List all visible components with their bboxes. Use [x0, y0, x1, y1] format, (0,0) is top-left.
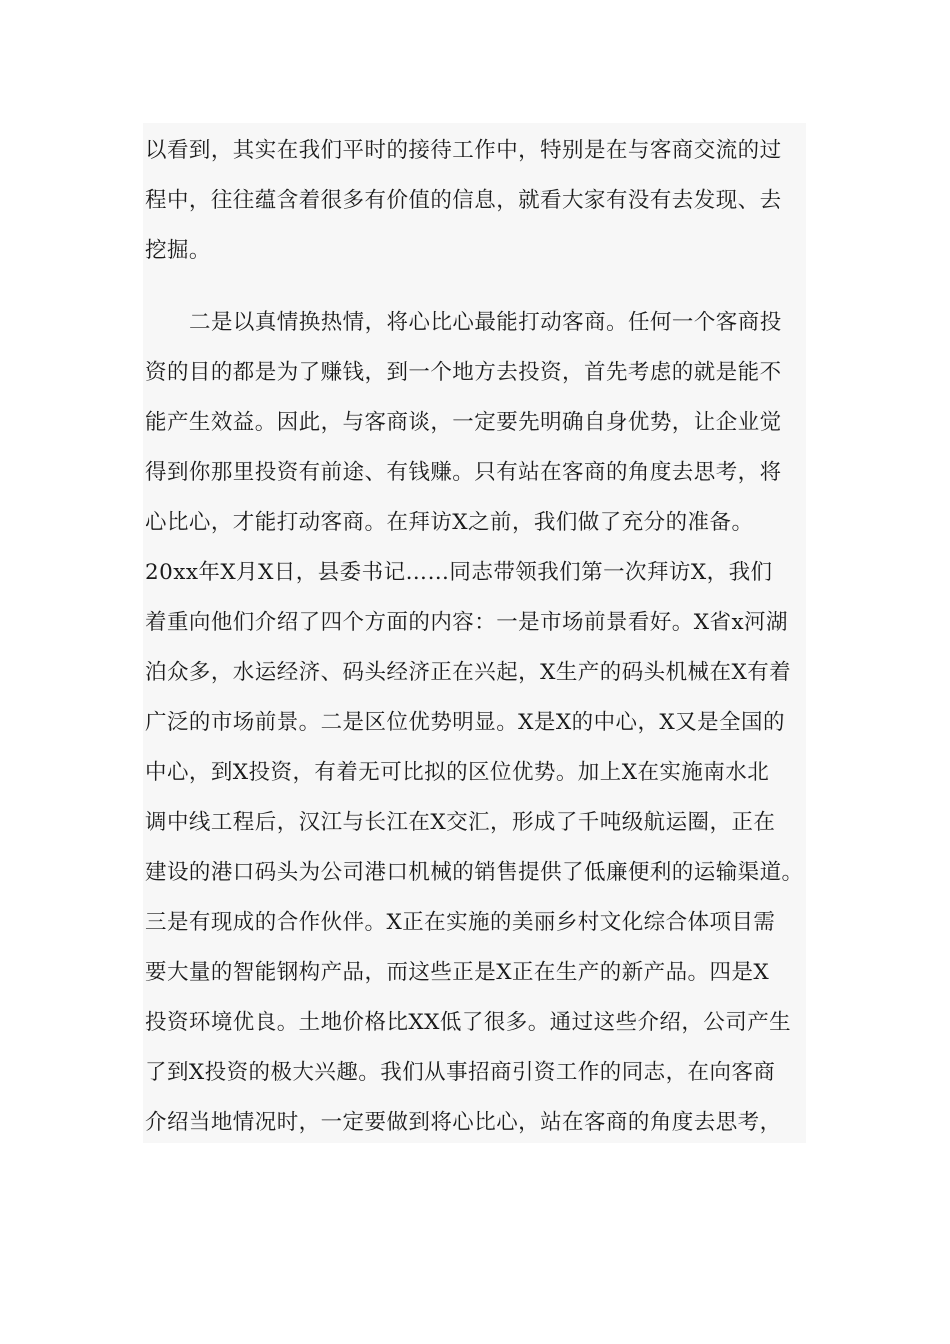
text-line: 广泛的市场前景。二是区位优势明显。X是X的中心，X又是全国的	[145, 710, 785, 735]
text-line: 建设的港口码头为公司港口机械的销售提供了低廉便利的运输渠道。	[145, 860, 804, 885]
text-line: 调中线工程后，汉江与长江在X交汇，形成了千吨级航运圈，正在	[145, 810, 776, 835]
text-line: 泊众多，水运经济、码头经济正在兴起，X生产的码头机械在X有着	[145, 660, 792, 685]
text-line: 三是有现成的合作伙伴。X正在实施的美丽乡村文化综合体项目需	[145, 910, 776, 935]
text-line: 能产生效益。因此，与客商谈，一定要先明确自身优势，让企业觉	[145, 410, 782, 435]
text-line: 得到你那里投资有前途、有钱赚。只有站在客商的角度去思考，将	[145, 460, 782, 485]
text-line: 要大量的智能钢构产品，而这些正是X正在生产的新产品。四是X	[145, 960, 770, 985]
text-line: 资的目的都是为了赚钱，到一个地方去投资，首先考虑的就是能不	[145, 360, 782, 385]
paragraph-2	[145, 298, 813, 1148]
text-line: 程中，往往蕴含着很多有价值的信息，就看大家有没有去发现、去	[145, 188, 782, 213]
text-line: 投资环境优良。土地价格比XX低了很多。通过这些介绍，公司产生	[145, 1010, 792, 1035]
paragraph-1	[145, 126, 813, 276]
text-line: 介绍当地情况时，一定要做到将心比心，站在客商的角度去思考，	[145, 1110, 782, 1135]
text-line: 中心，到X投资，有着无可比拟的区位优势。加上X在实施南水北	[145, 760, 770, 785]
text-line: 20xx年X月X日，县委书记……同志带领我们第一次拜访X，我们	[145, 560, 773, 585]
text-line: 着重向他们介绍了四个方面的内容：一是市场前景看好。X省x河湖	[145, 610, 788, 635]
text-line: 了到X投资的极大兴趣。我们从事招商引资工作的同志，在向客商	[145, 1060, 776, 1085]
text-line: 以看到，其实在我们平时的接待工作中，特别是在与客商交流的过	[145, 138, 782, 163]
text-line: 挖掘。	[145, 238, 211, 263]
text-line: 心比心，才能打动客商。在拜访X之前，我们做了充分的准备。	[145, 510, 754, 535]
text-line: 二是以真情换热情，将心比心最能打动客商。任何一个客商投	[189, 310, 782, 335]
